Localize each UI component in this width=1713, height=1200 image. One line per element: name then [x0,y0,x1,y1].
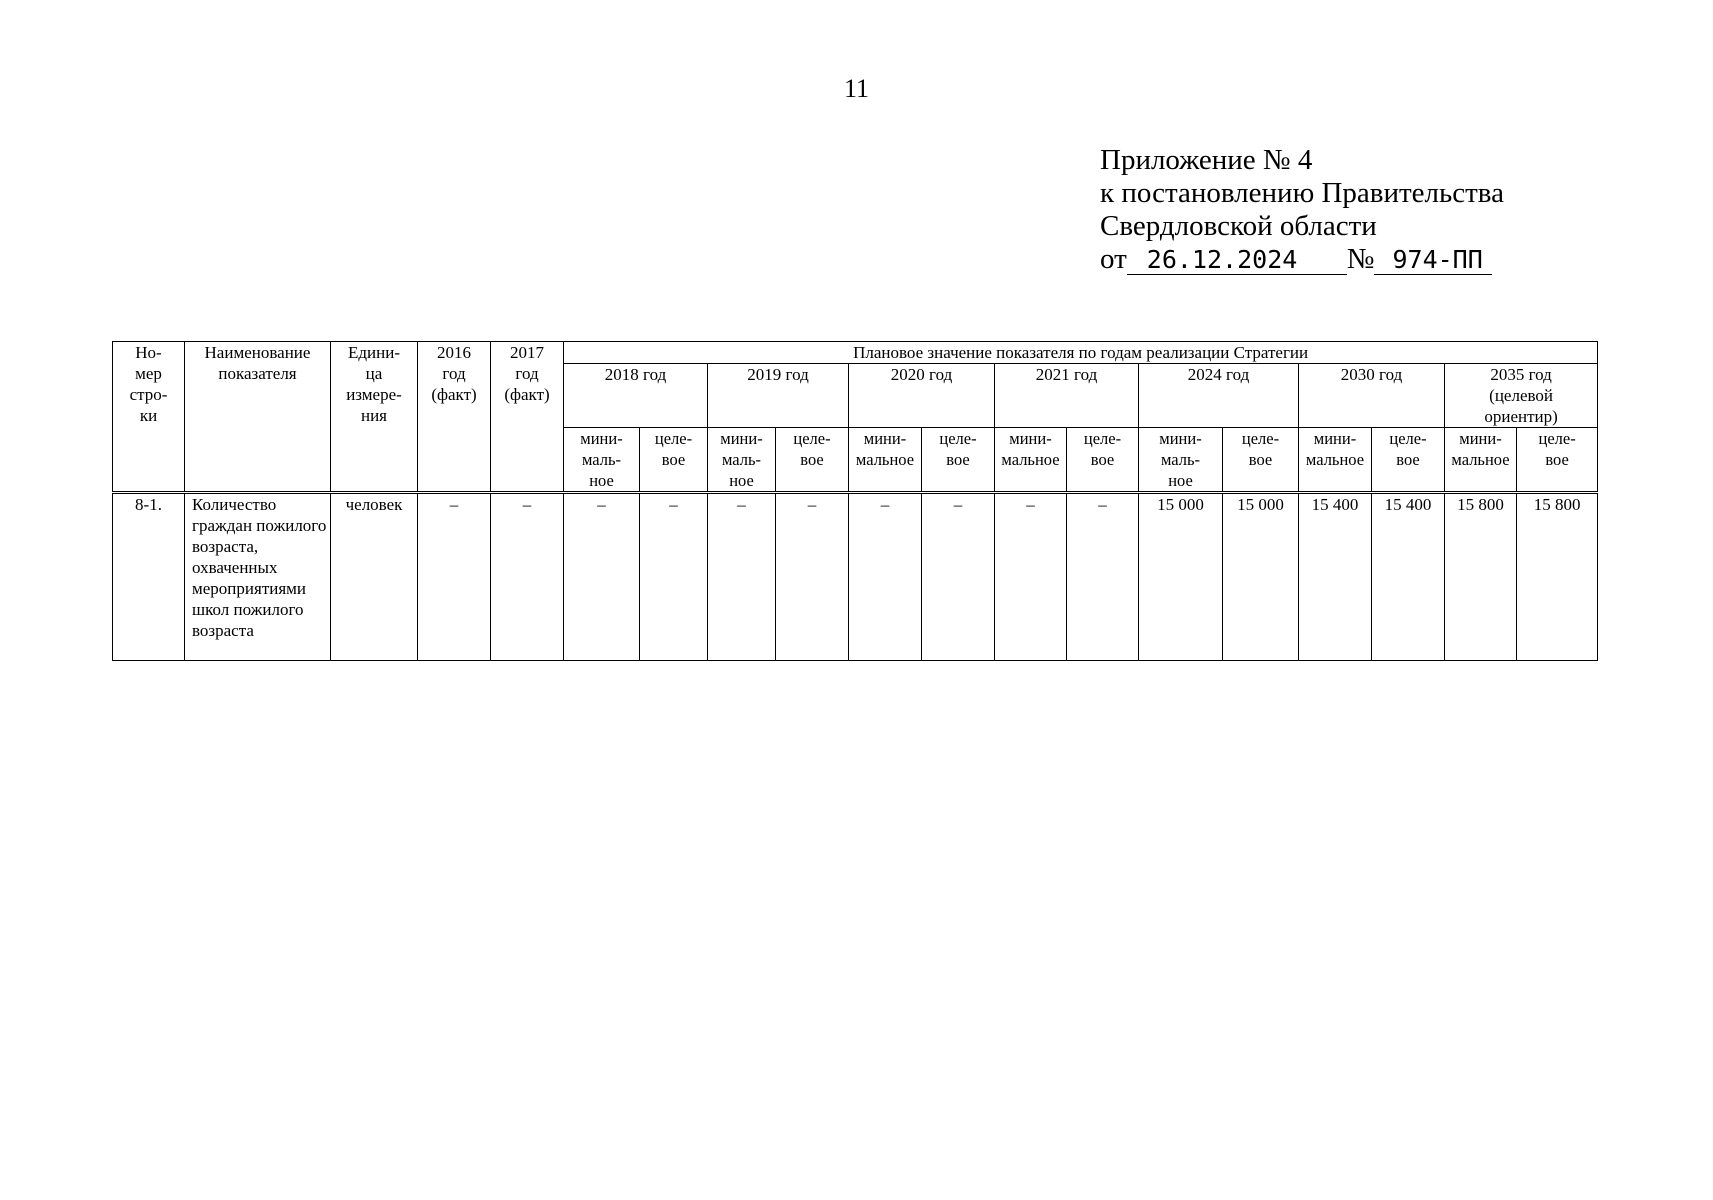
appendix-line-2: к постановлению Правительства [1100,177,1504,209]
cell-row-number: 8-1. [113,493,185,661]
cell-value: – [776,493,849,661]
header-row-number: Но- мер стро- ки [113,342,185,493]
number-prefix: № [1346,243,1375,275]
header-minimal: мини- мальное [849,428,922,493]
cell-value: – [564,493,640,661]
cell-value: 15 800 [1445,493,1517,661]
cell-2017: – [491,493,564,661]
page-number: 11 [843,74,870,103]
header-year: 2020 год [849,364,995,428]
header-minimal: мини- маль- ное [564,428,640,493]
header-target: целе- вое [922,428,995,493]
cell-value: – [640,493,708,661]
cell-unit: человек [331,493,418,661]
appendix-date-line [1100,243,1504,276]
cell-value: – [1067,493,1139,661]
header-minimal: мини- мальное [1445,428,1517,493]
header-target: целе- вое [1517,428,1598,493]
cell-value: 15 400 [1299,493,1372,661]
header-target: целе- вое [1372,428,1445,493]
cell-value: 15 400 [1372,493,1445,661]
cell-2016: – [418,493,491,661]
cell-value: 15 000 [1223,493,1299,661]
appendix-title: Приложение № 4 [1100,144,1313,176]
header-target: целе- вое [640,428,708,493]
header-year: 2024 год [1139,364,1299,428]
header-target: целе- вое [776,428,849,493]
cell-value: – [995,493,1067,661]
resolution-date: 26.12.2024 [1127,246,1347,275]
header-minimal: мини- мальное [995,428,1067,493]
header-target: целе- вое [1067,428,1139,493]
header-unit: Едини- ца измере- ния [331,342,418,493]
cell-indicator: Количество граждан пожилого возраста, охваченных мероприятиями школ пожилого возраста [185,493,331,661]
indicator-table [112,341,1598,661]
cell-value: 15 800 [1517,493,1598,661]
header-minimal: мини- маль- ное [1139,428,1223,493]
header-target: целе- вое [1223,428,1299,493]
header-year: 2035 год (целевой ориентир) [1445,364,1598,428]
header-year: 2030 год [1299,364,1445,428]
cell-value: – [922,493,995,661]
appendix-line-3: Свердловской области [1100,210,1377,242]
cell-value: – [708,493,776,661]
table-row [113,493,1598,661]
header-2017: 2017 год (факт) [491,342,564,493]
header-year: 2018 год [564,364,708,428]
date-prefix: от [1100,243,1127,275]
header-year: 2021 год [995,364,1139,428]
header-indicator: Наименование показателя [185,342,331,493]
header-minimal: мини- маль- ное [708,428,776,493]
header-planned: Плановое значение показателя по годам реализации Стратегии [564,342,1598,364]
header-2016: 2016 год (факт) [418,342,491,493]
header-year: 2019 год [708,364,849,428]
appendix-block [1100,144,1504,276]
header-minimal: мини- мальное [1299,428,1372,493]
cell-value: – [849,493,922,661]
cell-value: 15 000 [1139,493,1223,661]
resolution-number: 974-ПП [1374,246,1492,275]
